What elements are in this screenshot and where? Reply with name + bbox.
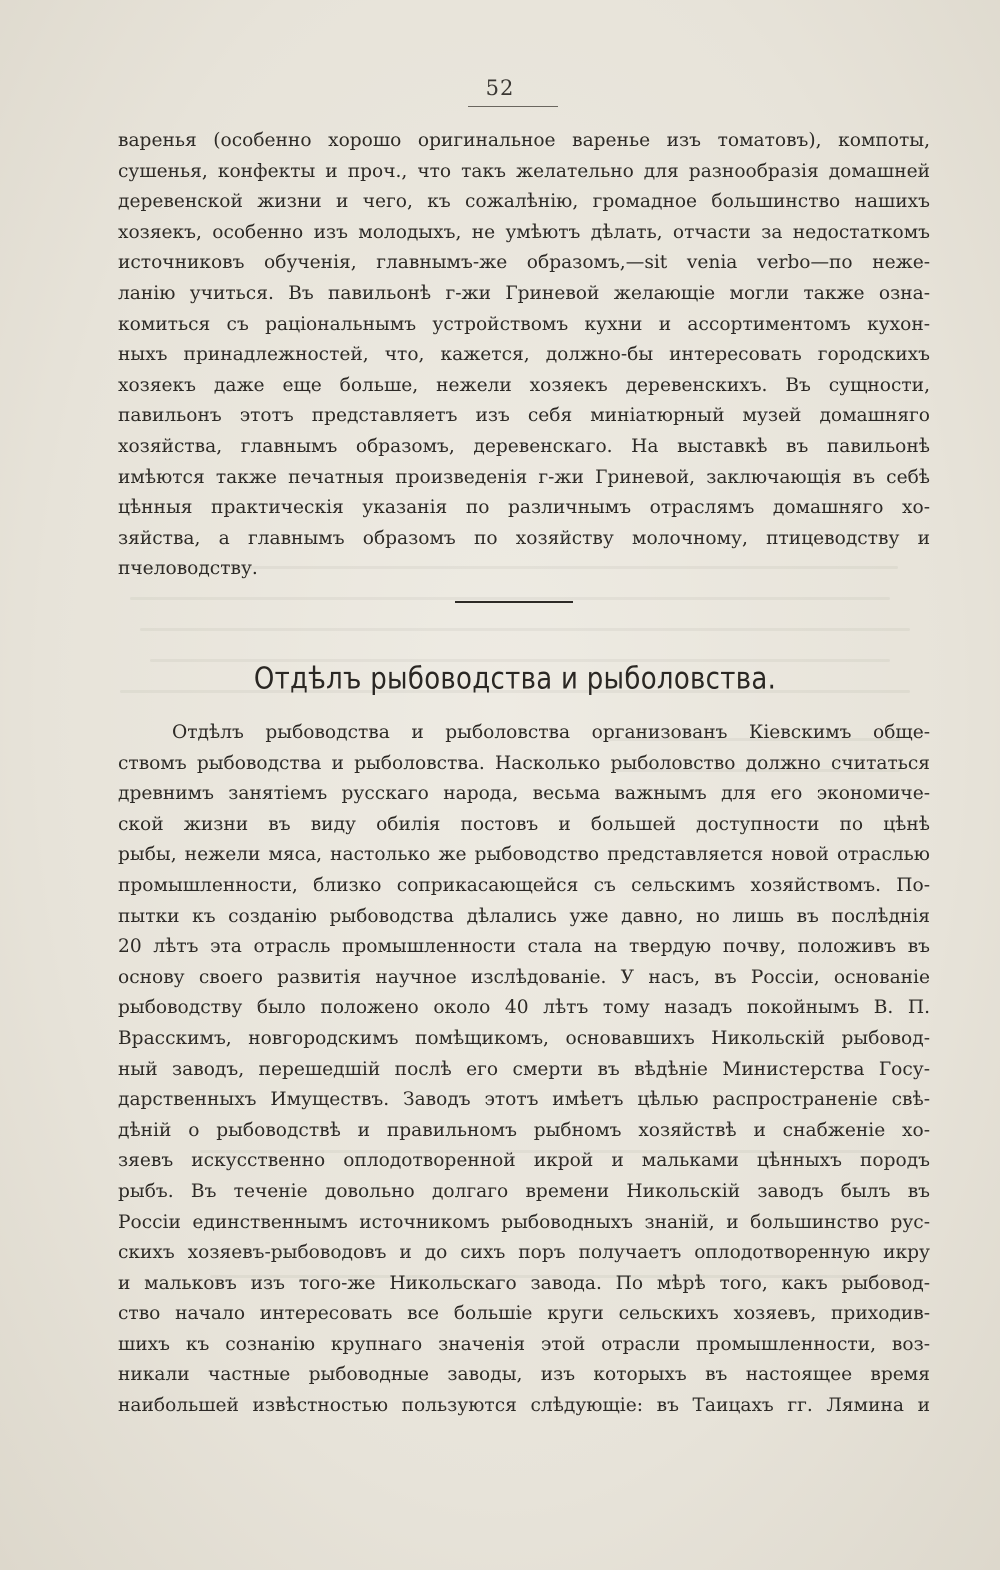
text-line: источниковъ обученія, главнымъ-же образомъ,—sit venia verbo—по неже- bbox=[118, 252, 930, 274]
page-number: 52 bbox=[485, 76, 515, 100]
text-line: Врасскимъ, новгородскимъ помѣщикомъ, основавшихъ Никольскій рыбовод- bbox=[118, 1027, 930, 1049]
page-number-rule bbox=[468, 106, 558, 107]
text-line: ланію учиться. Въ павильонѣ г-жи Гриневой желающіе могли также озна- bbox=[118, 282, 930, 304]
text-line: цѣнныя практическія указанія по различнымъ отраслямъ домашняго хо- bbox=[118, 497, 930, 519]
text-line: пчеловодству. bbox=[118, 558, 258, 580]
text-line: рыбъ. Въ теченіе довольно долгаго времени Никольскій заводъ былъ въ bbox=[118, 1180, 930, 1202]
text-line: зяевъ искусственно оплодотворенной икрой и мальками цѣнныхъ породъ bbox=[118, 1150, 930, 1172]
text-line: основу своего развитія научное изслѣдованіе. У насъ, въ Россіи, основаніе bbox=[118, 966, 930, 988]
text-line: ствомъ рыбоводства и рыболовства. Насколько рыболовство должно считаться bbox=[118, 752, 930, 774]
text-line: и мальковъ изъ того-же Никольскаго завода. По мѣрѣ того, какъ рыбовод- bbox=[118, 1272, 930, 1294]
text-line: ство начало интересовать все большіе круги сельскихъ хозяевъ, приходив- bbox=[118, 1303, 930, 1325]
text-line: дѣній о рыбоводствѣ и правильномъ рыбномъ хозяйствѣ и снабженіе хо- bbox=[118, 1119, 930, 1141]
text-line: дарственныхъ Имуществъ. Заводъ этотъ имѣетъ цѣлью распространеніе свѣ- bbox=[118, 1089, 930, 1111]
section-paragraph bbox=[118, 718, 930, 1422]
text-line: древнимъ занятіемъ русскаго народа, весьма важнымъ для его экономиче- bbox=[118, 783, 930, 805]
text-line: никали частные рыбоводные заводы, изъ которыхъ въ настоящее время bbox=[118, 1364, 930, 1386]
text-line: скихъ хозяевъ-рыбоводовъ и до сихъ поръ получаетъ оплодотворенную икру bbox=[118, 1242, 930, 1264]
text-line: ныхъ принадлежностей, что, кажется, должно-бы интересовать городскихъ bbox=[118, 344, 930, 366]
text-line: Россіи единственнымъ источникомъ рыбоводныхъ знаній, и большинство рус- bbox=[118, 1211, 930, 1233]
text-line: павильонъ этотъ представляетъ изъ себя миніатюрный музей домашняго bbox=[118, 405, 930, 427]
text-line: рыбы, нежели мяса, настолько же рыбоводство представляется новой отраслью bbox=[118, 844, 930, 866]
text-line: наибольшей извѣстностью пользуются слѣдующіе: въ Таицахъ гг. Лямина и bbox=[118, 1395, 930, 1417]
text-line: имѣются также печатныя произведенія г-жи Гриневой, заключающія въ себѣ bbox=[118, 466, 930, 488]
section-divider bbox=[455, 601, 573, 603]
text-line: зяйства, а главнымъ образомъ по хозяйству молочному, птицеводству и bbox=[118, 527, 930, 549]
text-line: Отдѣлъ рыбоводства и рыболовства организованъ Кіевскимъ обще- bbox=[172, 722, 930, 743]
text-line: шихъ къ сознанію крупнаго значенія этой отрасли промышленности, воз- bbox=[118, 1333, 930, 1355]
text-line: промышленности, близко соприкасающейся съ сельскимъ хозяйствомъ. По- bbox=[118, 874, 930, 896]
paragraph-continuation bbox=[118, 126, 930, 585]
text-line: пытки къ созданію рыбоводства дѣлались уже давно, но лишь въ послѣднія bbox=[118, 905, 930, 927]
section-heading: Отдѣлъ рыбоводства и рыболовства. bbox=[253, 662, 777, 697]
text-line: рыбоводству было положено около 40 лѣтъ тому назадъ покойнымъ В. П. bbox=[118, 997, 930, 1019]
text-line: ской жизни въ виду обилія постовъ и большей доступности по цѣнѣ bbox=[118, 813, 930, 835]
text-line: 20 лѣтъ эта отрасль промышленности стала на твердую почву, положивъ въ bbox=[118, 936, 930, 958]
text-line: ный заводъ, перешедшій послѣ его смерти въ вѣдѣніе Министерства Госу- bbox=[118, 1058, 930, 1080]
text-line: комиться съ раціональнымъ устройствомъ кухни и ассортиментомъ кухон- bbox=[118, 313, 930, 335]
text-line: варенья (особенно хорошо оригинальное варенье изъ томатовъ), компоты, bbox=[118, 130, 930, 151]
text-line: хозяйства, главнымъ образомъ, деревенскаго. На выставкѣ въ павильонѣ bbox=[118, 435, 930, 457]
text-line: деревенской жизни и чего, къ сожалѣнію, громадное большинство нашихъ bbox=[118, 191, 930, 213]
text-line: хозяекъ даже еще больше, нежели хозяекъ деревенскихъ. Въ сущности, bbox=[118, 374, 930, 396]
text-line: сушенья, конфекты и проч., что такъ желательно для разнообразія домашней bbox=[118, 160, 930, 182]
text-line: хозяекъ, особенно изъ молодыхъ, не умѣютъ дѣлать, отчасти за недостаткомъ bbox=[118, 221, 930, 243]
